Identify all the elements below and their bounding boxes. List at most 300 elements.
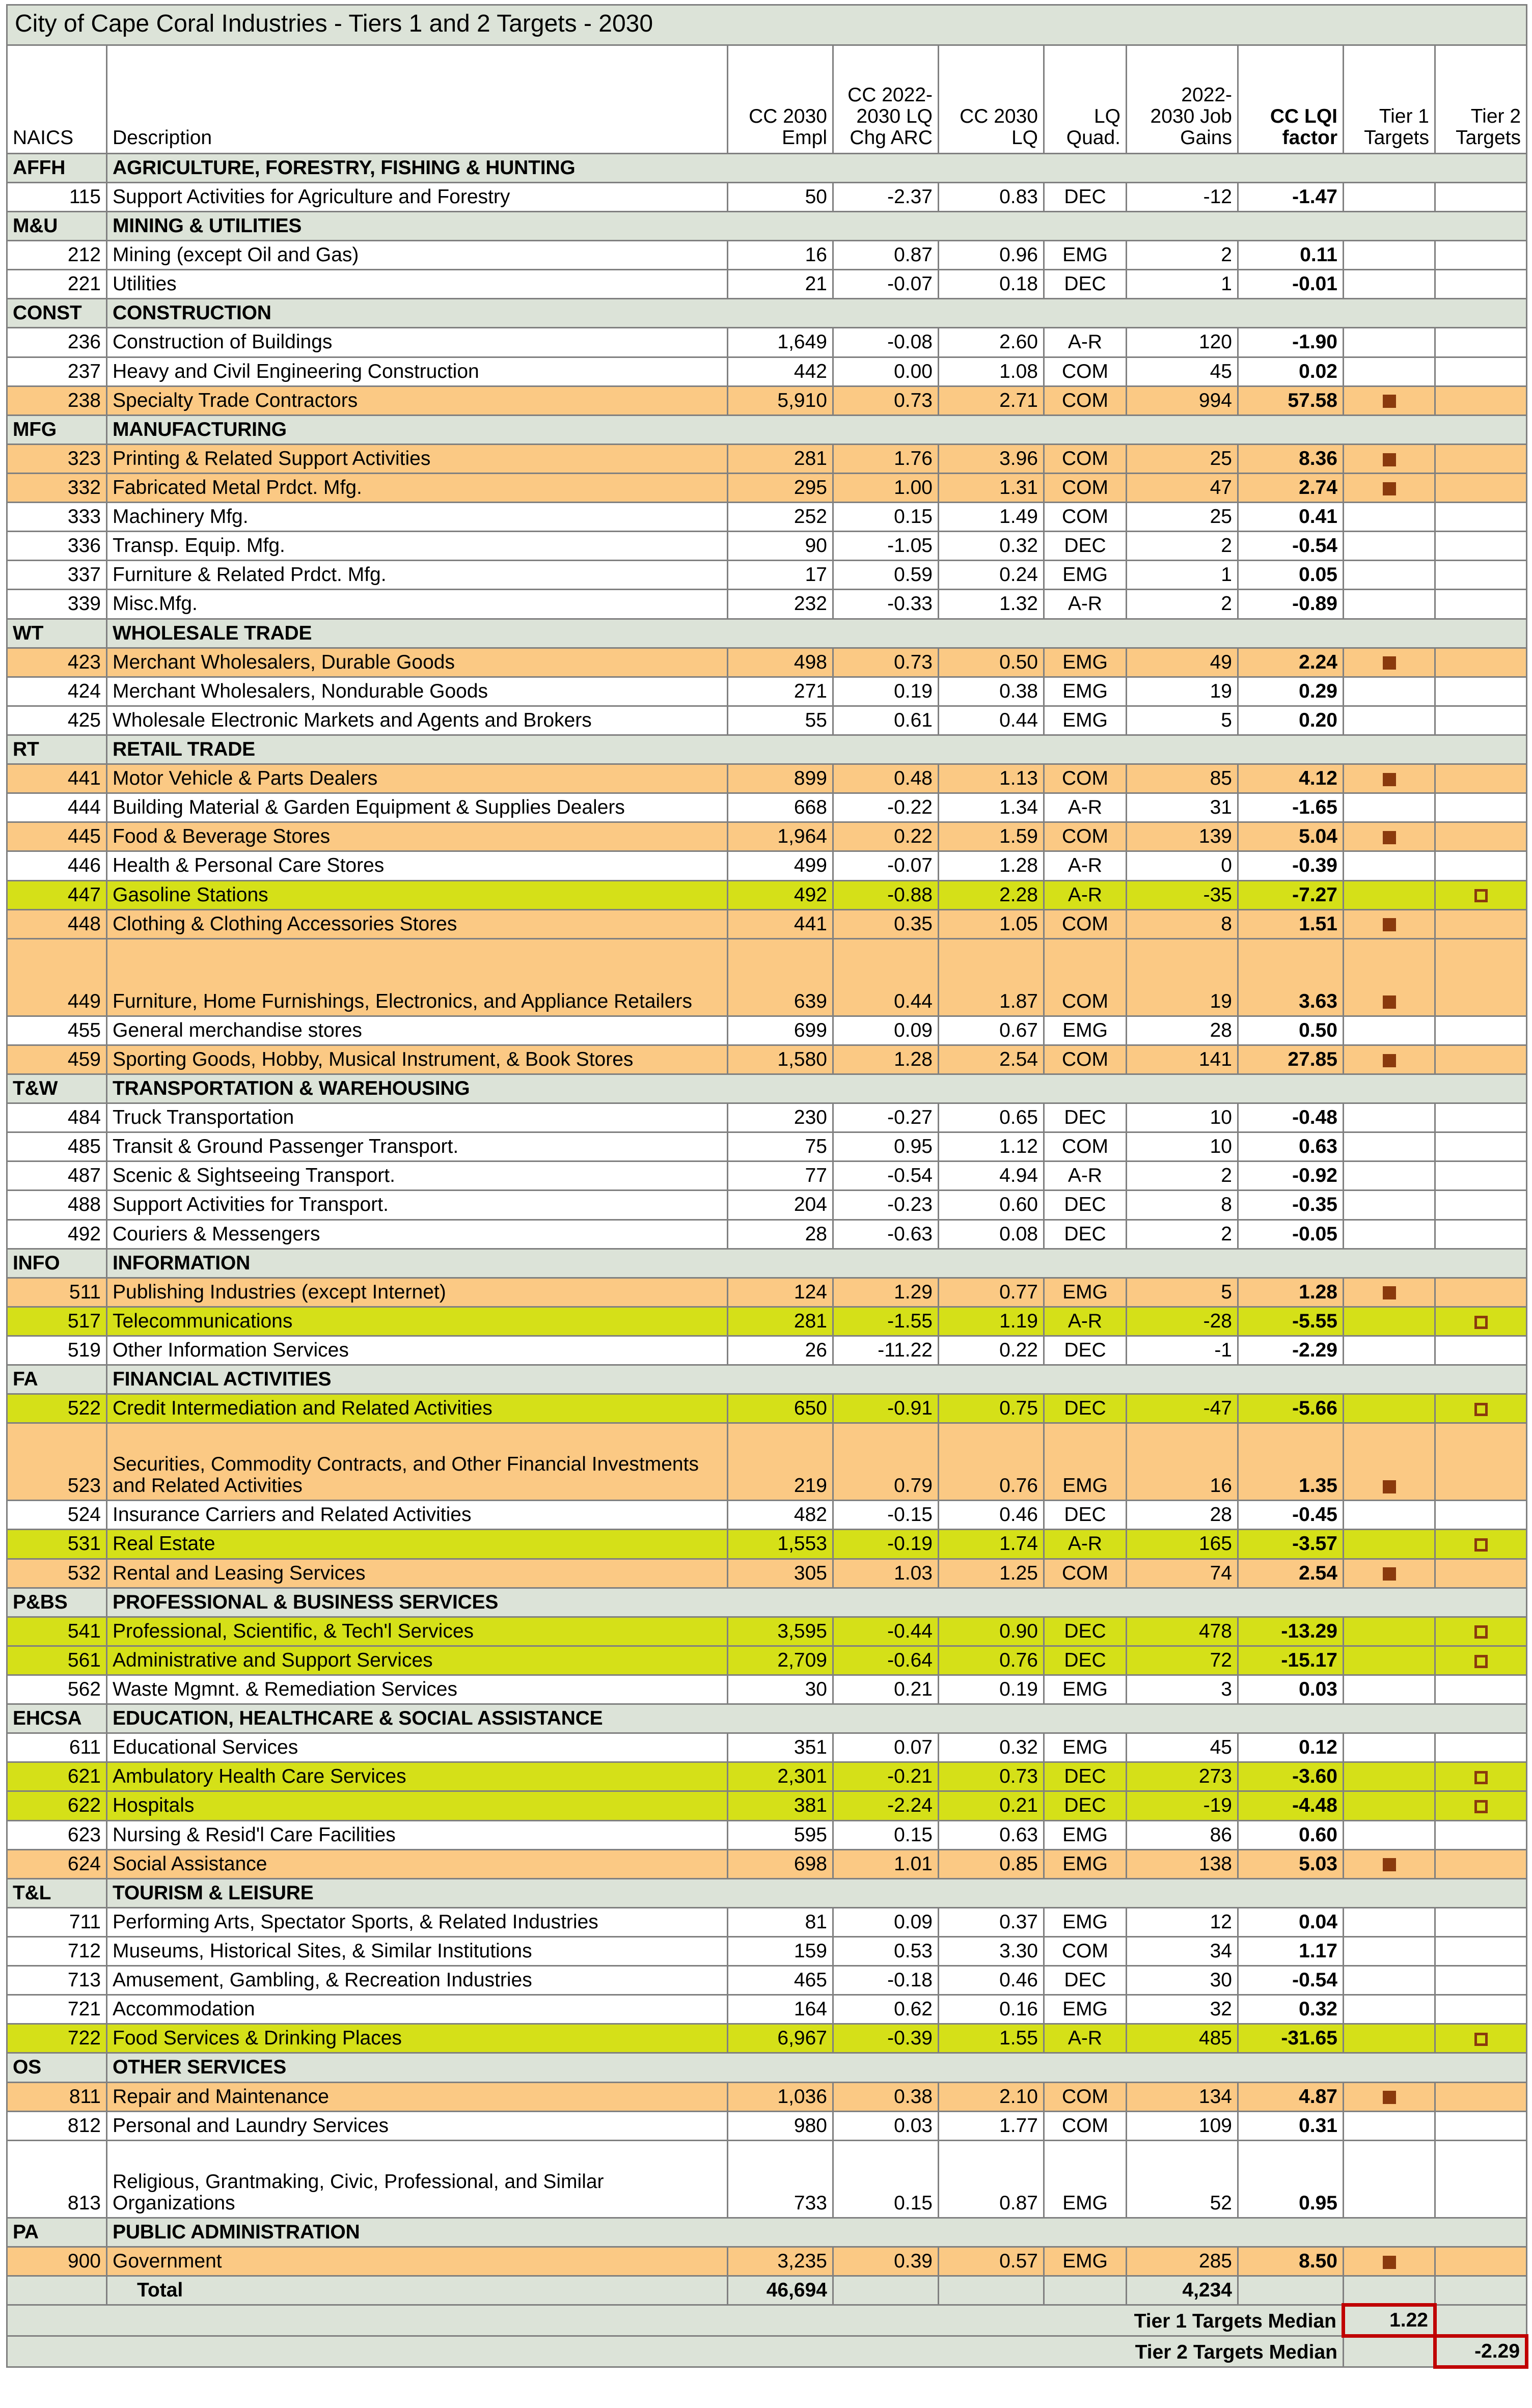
cell-tier-1-target [1344,706,1435,735]
cell-tier-1-target [1344,764,1435,793]
cell-tier-2-target [1435,1995,1527,2024]
cell-description: Misc.Mfg. [107,590,728,619]
cell-cc-2030-empl: 21 [728,270,833,299]
cell-description: Food & Beverage Stores [107,822,728,851]
header-job-gains [1127,45,1238,153]
cell-cc-2030-empl: 1,580 [728,1045,833,1074]
cell-cc-lqi-factor: 0.12 [1238,1733,1344,1762]
cell-cc-2030-lq: 0.60 [939,1191,1044,1220]
cell-lq-quadrant: COM [1044,1936,1127,1966]
cell-description: Wholesale Electronic Markets and Agents and Brokers [107,706,728,735]
table-row [7,1220,1527,1249]
cell-cc-lqi-factor: 0.63 [1238,1132,1344,1161]
cell-cc-lqi-factor: 1.17 [1238,1936,1344,1966]
cell-tier-1-target [1344,938,1435,1016]
cell-cc-2030-lq: 1.87 [939,938,1044,1016]
cell-naics: 722 [7,2024,107,2053]
cell-lq-chg-arc: 0.44 [833,938,939,1016]
cell-description: Nursing & Resid'l Care Facilities [107,1820,728,1849]
cell-lq-quadrant: A-R [1044,1307,1127,1336]
cell-lq-chg-arc: 0.53 [833,1936,939,1966]
cell-lq-quadrant: COM [1044,386,1127,415]
header-job-gains-line2: 2030 Job [1150,105,1232,127]
cell-tier-2-target [1435,909,1527,938]
cell-naics: 336 [7,532,107,561]
cell-lq-quadrant: DEC [1044,182,1127,211]
cell-naics: 221 [7,270,107,299]
cell-cc-2030-lq: 0.32 [939,1733,1044,1762]
cell-description: Clothing & Clothing Accessories Stores [107,909,728,938]
cell-cc-lqi-factor: -0.01 [1238,270,1344,299]
sector-header-row [7,153,1527,182]
cell-cc-2030-empl: 351 [728,1733,833,1762]
cell-job-gains: 138 [1127,1849,1238,1878]
header-lq-chg-arc [833,45,939,153]
table-row [7,851,1527,880]
header-cc-2030-lq-line1: CC 2030 [960,105,1038,127]
cell-lq-quadrant: EMG [1044,677,1127,706]
tier-1-marker-icon [1383,656,1396,670]
cell-cc-2030-empl: 159 [728,1936,833,1966]
cell-job-gains: 2 [1127,241,1238,270]
cell-tier-2-target [1435,328,1527,357]
table-row [7,706,1527,735]
tier-2-marker-icon [1474,889,1488,902]
cell-cc-2030-lq: 0.83 [939,182,1044,211]
cell-cc-2030-lq: 0.46 [939,1501,1044,1530]
cell-cc-2030-empl: 281 [728,1307,833,1336]
cell-tier-2-target [1435,880,1527,909]
cell-lq-quadrant: EMG [1044,241,1127,270]
cell-cc-2030-empl: 2,709 [728,1646,833,1675]
tier-2-median-value: -2.29 [1435,2336,1527,2367]
tier-2-marker-icon [1474,1538,1488,1552]
cell-cc-lqi-factor: 4.87 [1238,2082,1344,2111]
cell-lq-chg-arc: 1.01 [833,1849,939,1878]
header-lq-quadrant-line2: Quad. [1066,126,1120,149]
cell-cc-lqi-factor: 0.50 [1238,1016,1344,1045]
cell-lq-quadrant: EMG [1044,1675,1127,1704]
cell-tier-1-target [1344,1394,1435,1423]
cell-lq-chg-arc: 0.09 [833,1907,939,1936]
table-row [7,1995,1527,2024]
cell-lq-quadrant: DEC [1044,1617,1127,1646]
header-tier-1-targets-line1: Tier 1 [1379,105,1429,127]
cell-tier-1-target [1344,1646,1435,1675]
cell-lq-quadrant: COM [1044,503,1127,532]
cell-tier-1-target [1344,677,1435,706]
cell-job-gains: 74 [1127,1559,1238,1588]
cell-description: Amusement, Gambling, & Recreation Industries [107,1966,728,1995]
cell-lq-quadrant: DEC [1044,1336,1127,1365]
cell-cc-2030-empl: 26 [728,1336,833,1365]
cell-tier-2-target [1435,1646,1527,1675]
cell-cc-2030-empl: 3,595 [728,1617,833,1646]
table-row [7,2140,1527,2218]
tier-1-marker-icon [1383,2091,1396,2104]
cell-cc-lqi-factor: -0.39 [1238,851,1344,880]
cell-lq-quadrant: COM [1044,1132,1127,1161]
cell-job-gains: 0 [1127,851,1238,880]
cell-cc-lqi-factor: -7.27 [1238,880,1344,909]
cell-cc-lqi-factor: -1.65 [1238,793,1344,822]
cell-cc-2030-empl: 899 [728,764,833,793]
cell-lq-chg-arc: 1.28 [833,1045,939,1074]
cell-tier-2-target [1435,1132,1527,1161]
sector-code: RT [7,735,107,764]
tier-1-median-value: 1.22 [1344,2305,1435,2336]
cell-naics: 323 [7,444,107,473]
cell-naics: 333 [7,503,107,532]
cell-cc-2030-empl: 698 [728,1849,833,1878]
cell-tier-2-target [1435,1423,1527,1501]
sector-header-row [7,2218,1527,2247]
tier-2-median-blank [1344,2336,1435,2367]
cell-naics: 236 [7,328,107,357]
cell-cc-2030-lq: 0.32 [939,532,1044,561]
header-cc-2030-lq-line2: LQ [1011,126,1038,149]
cell-cc-2030-empl: 650 [728,1394,833,1423]
tier-1-median-row [7,2305,1527,2336]
cell-lq-quadrant: EMG [1044,648,1127,677]
cell-lq-quadrant: A-R [1044,851,1127,880]
sector-name: MANUFACTURING [107,415,1527,444]
cell-job-gains: 85 [1127,764,1238,793]
cell-description: Museums, Historical Sites, & Similar Institutions [107,1936,728,1966]
cell-lq-quadrant: DEC [1044,1220,1127,1249]
cell-tier-2-target [1435,1791,1527,1820]
cell-cc-2030-lq: 0.18 [939,270,1044,299]
cell-job-gains: 31 [1127,793,1238,822]
header-tier-2-targets-line2: Targets [1456,126,1521,149]
header-job-gains-line3: Gains [1180,126,1232,149]
cell-cc-2030-empl: 204 [728,1191,833,1220]
total-job-gains: 4,234 [1127,2276,1238,2305]
cell-tier-2-target [1435,1016,1527,1045]
cell-tier-2-target [1435,1849,1527,1878]
cell-lq-chg-arc: 0.79 [833,1423,939,1501]
cell-tier-1-target [1344,328,1435,357]
cell-job-gains: -1 [1127,1336,1238,1365]
cell-description: Government [107,2247,728,2276]
cell-cc-lqi-factor: 0.31 [1238,2111,1344,2140]
cell-description: General merchandise stores [107,1016,728,1045]
cell-tier-2-target [1435,1191,1527,1220]
sector-code: PA [7,2218,107,2247]
cell-cc-2030-lq: 1.49 [939,503,1044,532]
table-row [7,386,1527,415]
cell-cc-2030-empl: 305 [728,1559,833,1588]
sector-header-row [7,1588,1527,1617]
cell-lq-quadrant: DEC [1044,1394,1127,1423]
cell-cc-2030-empl: 281 [728,444,833,473]
cell-job-gains: 49 [1127,648,1238,677]
tier-1-marker-icon [1383,995,1396,1009]
cell-lq-chg-arc: 0.03 [833,2111,939,2140]
table-row [7,1307,1527,1336]
cell-tier-2-target [1435,1220,1527,1249]
cell-cc-lqi-factor: 27.85 [1238,1045,1344,1074]
cell-cc-2030-empl: 1,964 [728,822,833,851]
cell-lq-chg-arc: 0.19 [833,677,939,706]
table-row [7,1132,1527,1161]
cell-description: Food Services & Drinking Places [107,2024,728,2053]
cell-cc-2030-empl: 219 [728,1423,833,1501]
cell-cc-lqi-factor: -0.48 [1238,1103,1344,1132]
cell-description: Accommodation [107,1995,728,2024]
cell-lq-quadrant: COM [1044,2082,1127,2111]
cell-lq-quadrant: EMG [1044,1820,1127,1849]
cell-cc-2030-empl: 164 [728,1995,833,2024]
industry-targets-table [6,4,1528,2369]
header-cc-2030-lq [939,45,1044,153]
tier-1-marker-icon [1383,918,1396,931]
cell-cc-2030-empl: 6,967 [728,2024,833,2053]
cell-lq-quadrant: DEC [1044,1762,1127,1791]
cell-lq-quadrant: COM [1044,1559,1127,1588]
cell-cc-2030-empl: 980 [728,2111,833,2140]
cell-tier-1-target [1344,532,1435,561]
cell-job-gains: 165 [1127,1530,1238,1559]
table-row [7,938,1527,1016]
cell-naics: 813 [7,2140,107,2218]
cell-description: Rental and Leasing Services [107,1559,728,1588]
sector-header-row [7,299,1527,328]
cell-naics: 238 [7,386,107,415]
cell-tier-2-target [1435,1907,1527,1936]
cell-cc-2030-empl: 498 [728,648,833,677]
cell-job-gains: 1 [1127,270,1238,299]
cell-tier-1-target [1344,880,1435,909]
tier-1-marker-icon [1383,1567,1396,1581]
total-tier1-blank [1344,2276,1435,2305]
total-label: Total [107,2276,728,2305]
cell-lq-chg-arc: -0.54 [833,1161,939,1191]
cell-description: Couriers & Messengers [107,1220,728,1249]
cell-tier-2-target [1435,182,1527,211]
cell-lq-quadrant: A-R [1044,1161,1127,1191]
sector-name: WHOLESALE TRADE [107,619,1527,648]
cell-description: Building Material & Garden Equipment & Supplies Dealers [107,793,728,822]
cell-cc-2030-lq: 1.31 [939,474,1044,503]
cell-cc-2030-lq: 0.75 [939,1394,1044,1423]
cell-cc-lqi-factor: -31.65 [1238,2024,1344,2053]
cell-naics: 511 [7,1278,107,1307]
cell-lq-chg-arc: 1.03 [833,1559,939,1588]
table-row [7,444,1527,473]
cell-job-gains: 134 [1127,2082,1238,2111]
header-tier-2-targets-line1: Tier 2 [1470,105,1521,127]
tier-1-marker-icon [1383,1858,1396,1871]
table-row [7,1501,1527,1530]
header-tier-1-targets-line2: Targets [1364,126,1429,149]
cell-lq-chg-arc: 0.21 [833,1675,939,1704]
cell-job-gains: 478 [1127,1617,1238,1646]
cell-cc-2030-lq: 0.38 [939,677,1044,706]
sector-header-row [7,1074,1527,1103]
cell-lq-chg-arc: -0.64 [833,1646,939,1675]
cell-description: Credit Intermediation and Related Activities [107,1394,728,1423]
cell-job-gains: -28 [1127,1307,1238,1336]
total-arc-blank [833,2276,939,2305]
cell-description: Other Information Services [107,1336,728,1365]
header-description: Description [107,45,728,153]
total-cc-2030-empl: 46,694 [728,2276,833,2305]
table-row [7,793,1527,822]
cell-job-gains: 52 [1127,2140,1238,2218]
cell-lq-quadrant: EMG [1044,561,1127,590]
cell-cc-lqi-factor: -0.05 [1238,1220,1344,1249]
table-row [7,561,1527,590]
cell-tier-2-target [1435,1936,1527,1966]
cell-tier-2-target [1435,444,1527,473]
cell-job-gains: 86 [1127,1820,1238,1849]
cell-naics: 423 [7,648,107,677]
cell-lq-chg-arc: -0.39 [833,2024,939,2053]
cell-tier-1-target [1344,1045,1435,1074]
cell-cc-2030-empl: 124 [728,1278,833,1307]
cell-cc-2030-lq: 1.59 [939,822,1044,851]
cell-cc-2030-lq: 2.28 [939,880,1044,909]
cell-lq-chg-arc: -0.07 [833,851,939,880]
table-row [7,241,1527,270]
cell-cc-2030-lq: 2.10 [939,2082,1044,2111]
cell-tier-1-target [1344,1791,1435,1820]
cell-lq-quadrant: DEC [1044,1103,1127,1132]
cell-lq-quadrant: COM [1044,474,1127,503]
cell-lq-chg-arc: 1.29 [833,1278,939,1307]
cell-cc-2030-empl: 482 [728,1501,833,1530]
cell-lq-chg-arc: 1.00 [833,474,939,503]
cell-naics: 448 [7,909,107,938]
table-row [7,677,1527,706]
cell-tier-1-target [1344,822,1435,851]
table-row [7,270,1527,299]
cell-description: Personal and Laundry Services [107,2111,728,2140]
cell-lq-chg-arc: -0.27 [833,1103,939,1132]
cell-tier-1-target [1344,1559,1435,1588]
cell-tier-2-target [1435,561,1527,590]
tier-2-marker-icon [1474,1316,1488,1329]
cell-cc-2030-lq: 1.19 [939,1307,1044,1336]
cell-cc-2030-empl: 1,649 [728,328,833,357]
cell-job-gains: 25 [1127,503,1238,532]
cell-cc-lqi-factor: 0.20 [1238,706,1344,735]
tier-2-marker-icon [1474,1625,1488,1639]
cell-tier-1-target [1344,2140,1435,2218]
table-row [7,1559,1527,1588]
cell-description: Securities, Commodity Contracts, and Other Financial Investments and Related Activities [107,1423,728,1501]
cell-naics: 441 [7,764,107,793]
sector-name: CONSTRUCTION [107,299,1527,328]
cell-tier-1-target [1344,648,1435,677]
table-row [7,1045,1527,1074]
cell-lq-chg-arc: 0.73 [833,648,939,677]
cell-cc-2030-empl: 595 [728,1820,833,1849]
sector-name: RETAIL TRADE [107,735,1527,764]
tier-1-median-blank [1435,2305,1527,2336]
header-tier-2-targets [1435,45,1527,153]
header-job-gains-line1: 2022- [1181,84,1232,106]
cell-lq-chg-arc: -2.24 [833,1791,939,1820]
cell-lq-chg-arc: -0.19 [833,1530,939,1559]
cell-cc-2030-lq: 1.77 [939,2111,1044,2140]
cell-cc-2030-lq: 3.30 [939,1936,1044,1966]
header-lq-quadrant [1044,45,1127,153]
cell-cc-2030-lq: 0.85 [939,1849,1044,1878]
cell-lq-chg-arc: 0.62 [833,1995,939,2024]
cell-lq-chg-arc: 0.61 [833,706,939,735]
cell-description: Support Activities for Transport. [107,1191,728,1220]
cell-lq-quadrant: DEC [1044,1966,1127,1995]
cell-cc-2030-lq: 0.67 [939,1016,1044,1045]
sector-header-row [7,619,1527,648]
cell-description: Furniture, Home Furnishings, Electronics, and Appliance Retailers [107,938,728,1016]
cell-cc-2030-lq: 1.12 [939,1132,1044,1161]
cell-lq-chg-arc: 0.22 [833,822,939,851]
cell-cc-2030-lq: 0.50 [939,648,1044,677]
table-row [7,1336,1527,1365]
cell-lq-chg-arc: -0.22 [833,793,939,822]
cell-naics: 900 [7,2247,107,2276]
cell-description: Mining (except Oil and Gas) [107,241,728,270]
cell-naics: 532 [7,1559,107,1588]
header-lq-chg-arc-line2: 2030 LQ [856,105,933,127]
tier-2-marker-icon [1474,2033,1488,2046]
cell-job-gains: 8 [1127,909,1238,938]
sector-code: CONST [7,299,107,328]
cell-cc-2030-lq: 0.76 [939,1423,1044,1501]
cell-cc-2030-lq: 1.34 [939,793,1044,822]
cell-description: Heavy and Civil Engineering Construction [107,357,728,386]
tier-2-marker-icon [1474,1403,1488,1416]
cell-job-gains: 8 [1127,1191,1238,1220]
table-row [7,474,1527,503]
cell-cc-lqi-factor: 0.95 [1238,2140,1344,2218]
cell-tier-2-target [1435,1161,1527,1191]
cell-naics: 445 [7,822,107,851]
cell-tier-2-target [1435,764,1527,793]
cell-description: Merchant Wholesalers, Durable Goods [107,648,728,677]
sector-name: EDUCATION, HEALTHCARE & SOCIAL ASSISTANCE [107,1704,1527,1733]
table-row [7,1966,1527,1995]
cell-cc-2030-empl: 5,910 [728,386,833,415]
table-row [7,1617,1527,1646]
cell-job-gains: 34 [1127,1936,1238,1966]
cell-lq-quadrant: EMG [1044,2140,1127,2218]
cell-cc-lqi-factor: -0.54 [1238,532,1344,561]
cell-lq-quadrant: A-R [1044,793,1127,822]
cell-lq-quadrant: EMG [1044,1907,1127,1936]
tier-1-marker-icon [1383,453,1396,466]
cell-tier-1-target [1344,241,1435,270]
cell-tier-1-target [1344,386,1435,415]
cell-naics: 624 [7,1849,107,1878]
cell-lq-quadrant: DEC [1044,1501,1127,1530]
table-title-row [7,5,1527,45]
cell-naics: 212 [7,241,107,270]
cell-lq-chg-arc: 0.15 [833,1820,939,1849]
cell-cc-2030-lq: 0.37 [939,1907,1044,1936]
sector-name: INFORMATION [107,1249,1527,1278]
cell-description: Transp. Equip. Mfg. [107,532,728,561]
cell-cc-2030-empl: 492 [728,880,833,909]
cell-lq-quadrant: EMG [1044,1016,1127,1045]
cell-cc-2030-lq: 1.05 [939,909,1044,938]
cell-naics: 459 [7,1045,107,1074]
table-row [7,1530,1527,1559]
cell-tier-2-target [1435,357,1527,386]
